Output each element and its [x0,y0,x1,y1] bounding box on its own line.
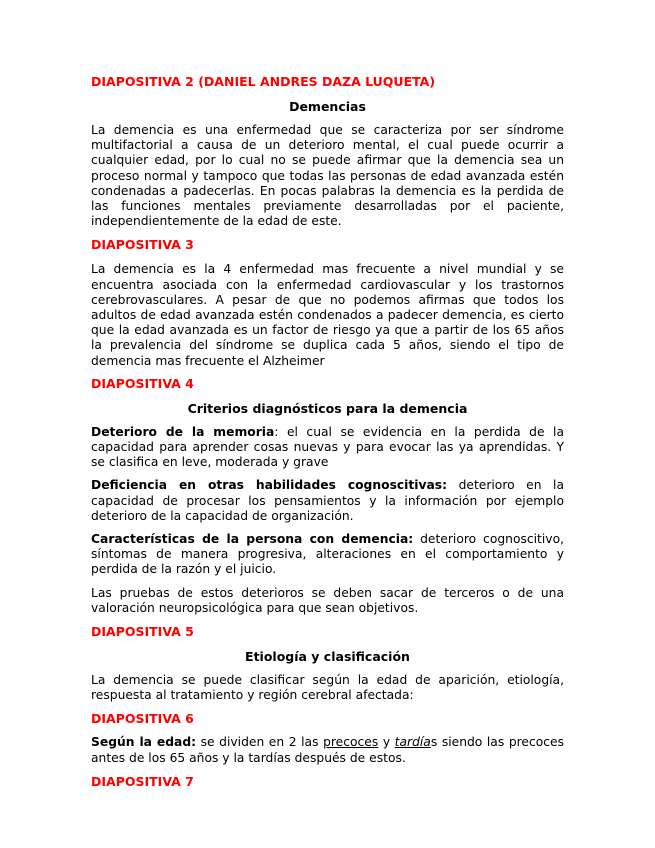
slide-3-heading: DIAPOSITIVA 3 [91,237,194,253]
caracteristicas-text: deterioro cognoscitivo, síntomas de manera progresiva, alteraciones en el comportamiento y perdida de la razón y el juicio. [91,532,564,577]
tardias-link: tardía [394,735,431,750]
memoria-paragraph [91,425,564,471]
segun-edad-paragraph [91,735,564,765]
caracteristicas-label: Características de la persona con demencia: [91,532,414,547]
demencias-title: Demencias [289,99,366,114]
slide-3-paragraph: La demencia es la 4 enfermedad mas frecuente a nivel mundial y se encuentra asociada con la enfermedad cardiovascular y los trastornos cerebrovasculares. A pesar de que no podemos afirmas que todos los adultos de edad avanzada estén condenados a padecer demencia, es cierto que la edad avanzada es un factor de riesgo ya que a partir de los 65 años la prevalencia del síndrome se duplica cada 5 años, siendo el tipo de demencia mas frecuente el Alzheimer [91,262,564,368]
pruebas-paragraph: Las pruebas de estos deterioros se deben sacar de terceros o de una valoración neuropsicológica para que sean objetivos. [91,585,564,615]
slide-5-heading: DIAPOSITIVA 5 [91,624,194,640]
slide-4-heading: DIAPOSITIVA 4 [91,375,194,391]
segun-edad-text-1: se dividen en 2 las [196,735,324,750]
memoria-text: : el cual se evidencia en la perdida de la capacidad para aprender cosas nuevas y para evocar las ya aprendidas. Y se clasifica en leve, moderada y grave [91,424,565,470]
habilidades-paragraph [91,478,564,524]
clasificacion-paragraph: La demencia se puede clasificar según la edad de aparición, etiología, respuesta al tratamiento y región cerebral afectada: [91,673,564,703]
caracteristicas-paragraph [91,532,564,578]
habilidades-label: Deficiencia en otras habilidades cognoscitivas: [91,478,448,493]
segun-edad-label: Según la edad: [91,735,197,750]
precoces-link: precoces [323,735,379,750]
demencias-paragraph: La demencia es una enfermedad que se caracteriza por ser síndrome multifactorial a causa de un deterioro mental, el cual puede ocurrir a cualquier edad, por lo cual no se puede afirmar que la demencia sea un proceso normal y tampoco que todas las personas de edad avanzada estén condenadas a padecerlas. En pocas palabras la demencia es la perdida de las funciones mentales previamente desarrolladas por el paciente, independientemente de la edad de este. [91,123,564,229]
criterios-title: Criterios diagnósticos para la demencia [187,400,468,416]
segun-edad-text-3: s siendo las precoces antes de los 65 años y la tardías después de estos. [91,735,564,765]
slide-2-heading: DIAPOSITIVA 2 (DANIEL ANDRES DAZA LUQUETA) [91,74,436,89]
slide-6-heading: DIAPOSITIVA 6 [91,711,194,727]
segun-edad-text-2: y [378,735,395,750]
memoria-label: Deterioro de la memoria [91,424,275,439]
habilidades-text: deterioro en la capacidad de procesar los pensamientos y la información por ejemplo deterioro de la capacidad de organización. [91,478,565,523]
slide-7-heading: DIAPOSITIVA 7 [91,773,194,789]
etiologia-title: Etiología y clasificación [245,649,410,665]
